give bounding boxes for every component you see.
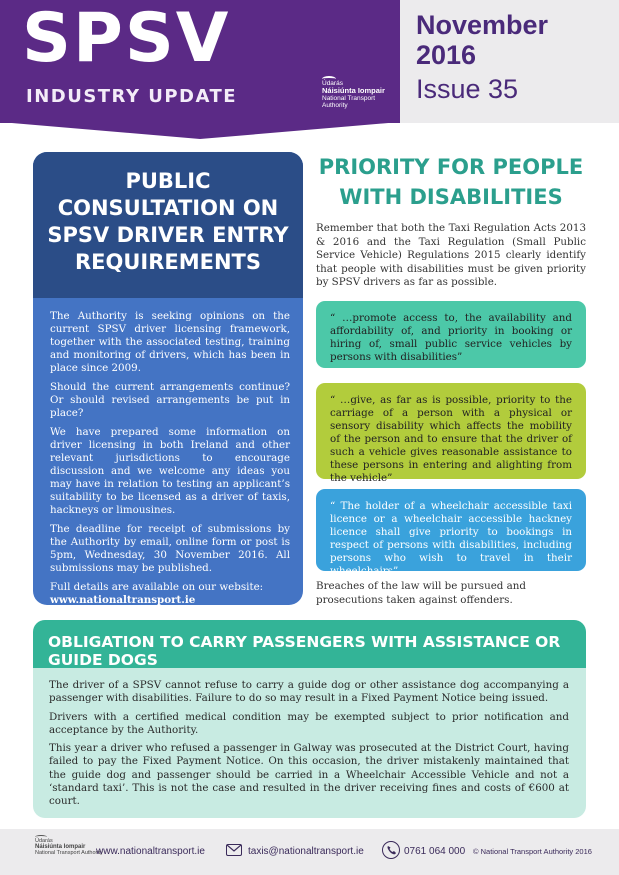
footer-nta-logo [35,838,103,856]
consultation-paragraph: Should the current arrangements continue? Or should revised arrangements be put in place? [50,381,290,419]
consultation-panel [33,152,303,605]
envelope-icon [226,844,242,856]
masthead-subtitle: INDUSTRY UPDATE [26,86,238,107]
consultation-title: PUBLIC CONSULTATION ON SPSV DRIVER ENTRY REQUIREMENTS [47,169,289,274]
footer-copyright: © National Transport Authority 2016 [473,847,592,856]
quote-box-1: “ …promote access to, the availability and affordability of, and priority in booking or hiring of, small public service vehicles by persons with disabilities” [316,301,586,368]
quote-box-2: “ …give, as far as is possible, priority to the carriage of a person with a physical or sensory disability which affects the mobility of the person and to ensure that the driver of such a vehicle gives reasonable assistance to these persons in entering and alighting from the vehicle” [316,383,586,479]
obligation-paragraph: This year a driver who refused a passenger in Galway was prosecuted at the District Court, having failed to pay the Fixed Payment Notice. On this occasion, the driver mistakenly maintained that the guide dog and passenger should be carried in a Wheelchair Accessible Vehicle and not a ‘standard taxi’. This is not the case and resulted in the driver receiving fines and costs of €600 at court. [49,742,569,808]
footer [0,829,619,875]
consultation-paragraph: The deadline for receipt of submissions by the Authority by email, online form or post is 5pm, Wednesday, 30 November 2016. All submissions may be published. [50,523,290,574]
footer-logo-line1: Údarás [35,838,53,844]
spsv-logo: SPSV [22,0,231,78]
issue-panel [400,0,619,123]
consultation-paragraph [50,581,290,605]
obligation-panel [33,620,586,818]
priority-title: PRIORITY FOR PEOPLE WITH DISABILITIES [318,155,584,209]
masthead-pointer [0,122,400,139]
consultation-paragraph: The Authority is seeking opinions on the current SPSV driver licensing framework, together with the associated testing, training and monitoring of drivers, which has been in place since 2009. [50,310,290,374]
obligation-header [33,620,586,668]
obligation-body [49,679,569,814]
consultation-body [50,310,290,605]
website-link[interactable]: www.nationaltransport.ie [50,594,196,605]
nta-logo-line3: National Transport Authority [322,95,376,109]
footer-email-link[interactable]: taxis@nationaltransport.ie [248,846,364,857]
priority-outro: Breaches of the law will be pursued and prosecutions taken against offenders. [316,580,527,606]
nta-logo-line2: Náisiúnta Iompair [322,86,385,95]
issue-number: Issue 35 [416,74,519,104]
nta-logo-line1: Údarás [322,80,343,87]
issue-date: November 2016 [416,10,549,70]
consultation-details-text: Full details are available on our website: [50,581,264,593]
priority-intro: Remember that both the Taxi Regulation Acts 2013 & 2016 and the Taxi Regulation (Small Public Service Vehicle) Regulations 2015 clearly identify that people with disabilities must be given priority by SPSV drivers as far as possible. [316,222,586,288]
obligation-title: OBLIGATION TO CARRY PASSENGERS WITH ASSISTANCE OR GUIDE DOGS [48,633,561,669]
obligation-paragraph: Drivers with a certified medical condition may be exempted subject to prior notification and acceptance by the Authority. [49,710,569,736]
footer-logo-line2: Náisiúnta Iompair [35,844,86,850]
consultation-header [33,152,303,298]
masthead [0,0,400,139]
footer-logo-line3: National Transport Authority [35,850,103,856]
footer-website-link[interactable]: www.nationaltransport.ie [96,846,205,857]
consultation-paragraph: We have prepared some information on driver licensing in both Ireland and other relevant jurisdictions to encourage discussion and we welcome any ideas you may have in relation to testing an applicant’s suitability to be licensed as a driver of taxis, hackneys or limousines. [50,426,290,516]
quote-box-3: “ The holder of a wheelchair accessible taxi licence or a wheelchair accessible hackney licence shall give priority to bookings in respect of persons with disabilities, including persons who wish to travel in their wheelchairs” [316,489,586,571]
phone-icon [382,841,400,859]
obligation-paragraph: The driver of a SPSV cannot refuse to carry a guide dog or other assistance dog accompanying a passenger with disabilities. Failure to do so may result in a Fixed Payment Notice being issued. [49,679,569,705]
footer-phone[interactable]: 0761 064 000 [404,846,466,857]
nta-logo [322,80,400,109]
